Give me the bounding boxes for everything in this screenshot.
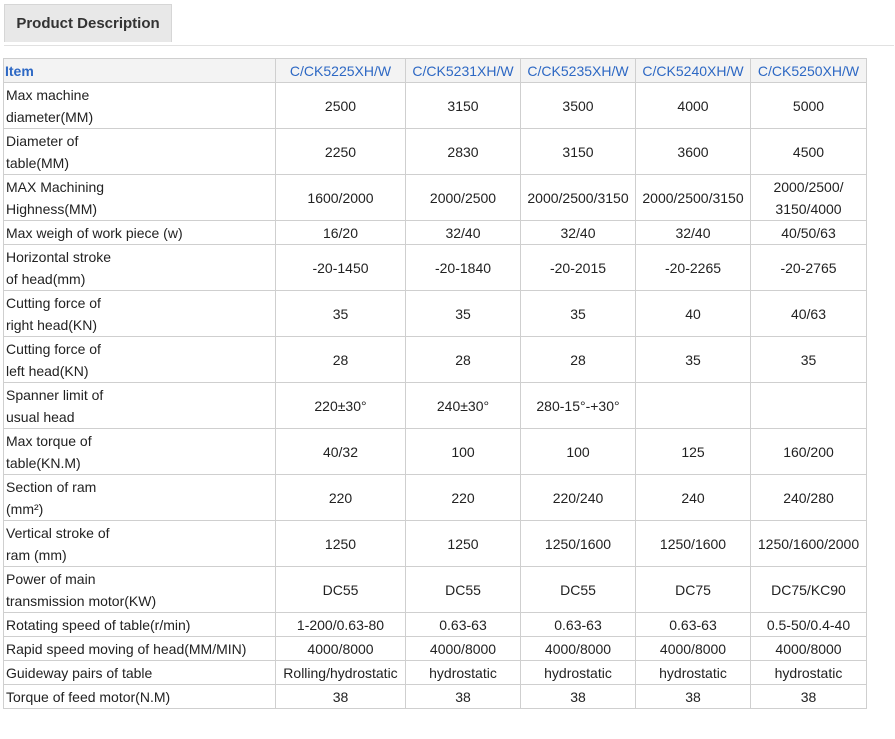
cell-value: -20-1840	[406, 245, 521, 291]
table-row	[4, 685, 867, 709]
cell-value: 3150	[406, 83, 521, 129]
cell-value: 220±30°	[276, 383, 406, 429]
row-label-line: table(MM)	[6, 154, 70, 171]
cell-value: 16/20	[276, 221, 406, 245]
cell-value: 28	[521, 337, 636, 383]
table-row	[4, 129, 867, 175]
table-row	[4, 661, 867, 685]
cell-value: 220	[406, 475, 521, 521]
row-label-line: Vertical stroke of	[6, 524, 110, 541]
column-header-model: C/CK5231XH/W	[406, 59, 521, 83]
row-label	[4, 567, 276, 613]
cell-value: 125	[636, 429, 751, 475]
cell-value: 4000	[636, 83, 751, 129]
cell-value: 1250/1600	[636, 521, 751, 567]
cell-value: 100	[521, 429, 636, 475]
column-header-model: C/CK5250XH/W	[751, 59, 867, 83]
cell-value: 240±30°	[406, 383, 521, 429]
cell-value: 2830	[406, 129, 521, 175]
table-row	[4, 637, 867, 661]
table-row	[4, 221, 867, 245]
row-label-line: Rapid speed moving of head(MM/MIN)	[6, 640, 247, 657]
tab-bar	[4, 4, 894, 46]
cell-value: 240	[636, 475, 751, 521]
cell-value: 220	[276, 475, 406, 521]
row-label-line: (mm²)	[6, 500, 44, 517]
table-row	[4, 567, 867, 613]
cell-value: 0.63-63	[521, 613, 636, 637]
cell-value: 1-200/0.63-80	[276, 613, 406, 637]
row-label-line: Cutting force of	[6, 294, 101, 311]
row-label	[4, 685, 276, 709]
cell-value: DC75	[636, 567, 751, 613]
row-label	[4, 429, 276, 475]
cell-value	[751, 383, 867, 429]
row-label-line: Max weigh of work piece (w)	[6, 224, 183, 241]
row-label-line: of head(mm)	[6, 270, 86, 287]
row-label-line: Max torque of	[6, 432, 92, 449]
row-label-line: Cutting force of	[6, 340, 101, 357]
row-label-line: MAX Machining	[6, 178, 105, 195]
cell-value: hydrostatic	[751, 661, 867, 685]
cell-value: 220/240	[521, 475, 636, 521]
row-label-line: left head(KN)	[6, 362, 89, 379]
cell-value: 4000/8000	[276, 637, 406, 661]
cell-value: 4000/8000	[751, 637, 867, 661]
row-label-line: ram (mm)	[6, 546, 67, 563]
cell-value: Rolling/hydrostatic	[276, 661, 406, 685]
cell-value: DC75/KC90	[751, 567, 867, 613]
cell-value: 40	[636, 291, 751, 337]
cell-value: 2250	[276, 129, 406, 175]
cell-value: 4500	[751, 129, 867, 175]
table-row	[4, 83, 867, 129]
cell-value: 1250/1600	[521, 521, 636, 567]
row-label	[4, 221, 276, 245]
cell-value: 2000/2500/3150	[636, 175, 751, 221]
cell-value: 35	[276, 291, 406, 337]
cell-value: 28	[406, 337, 521, 383]
cell-value: 32/40	[406, 221, 521, 245]
column-header-item: Item	[4, 59, 276, 83]
cell-value: 38	[406, 685, 521, 709]
cell-value: DC55	[406, 567, 521, 613]
cell-value: 1250	[276, 521, 406, 567]
cell-value: 100	[406, 429, 521, 475]
row-label-line: Section of ram	[6, 478, 97, 495]
column-header-model: C/CK5235XH/W	[521, 59, 636, 83]
row-label-line: table(KN.M)	[6, 454, 81, 471]
cell-value: 4000/8000	[406, 637, 521, 661]
table-row	[4, 337, 867, 383]
column-header-model: C/CK5225XH/W	[276, 59, 406, 83]
tab-product-description[interactable]: Product Description	[4, 4, 172, 42]
table-row	[4, 383, 867, 429]
row-label	[4, 83, 276, 129]
cell-value: 40/50/63	[751, 221, 867, 245]
table-row	[4, 521, 867, 567]
cell-value: 28	[276, 337, 406, 383]
table-body	[4, 83, 867, 709]
cell-value: 0.63-63	[636, 613, 751, 637]
row-label-line: Highness(MM)	[6, 200, 98, 217]
cell-value: 1250	[406, 521, 521, 567]
cell-value: DC55	[521, 567, 636, 613]
cell-value: 240/280	[751, 475, 867, 521]
table-row	[4, 175, 867, 221]
cell-value: 2000/2500/ 3150/4000	[751, 175, 867, 221]
cell-value: 0.5-50/0.4-40	[751, 613, 867, 637]
row-label	[4, 661, 276, 685]
table-row	[4, 245, 867, 291]
row-label-line: transmission motor(KW)	[6, 592, 157, 609]
cell-value: 35	[521, 291, 636, 337]
cell-value: 1600/2000	[276, 175, 406, 221]
cell-value: 3500	[521, 83, 636, 129]
cell-value: 32/40	[521, 221, 636, 245]
cell-value: 2500	[276, 83, 406, 129]
cell-value: -20-1450	[276, 245, 406, 291]
cell-value: 38	[751, 685, 867, 709]
cell-value: DC55	[276, 567, 406, 613]
cell-value: 40/32	[276, 429, 406, 475]
row-label-line: Guideway pairs of table	[6, 664, 153, 681]
cell-value: 35	[636, 337, 751, 383]
table-row	[4, 429, 867, 475]
cell-value: hydrostatic	[521, 661, 636, 685]
row-label-line: usual head	[6, 408, 75, 425]
cell-value: 32/40	[636, 221, 751, 245]
row-label-line: Max machine	[6, 86, 90, 103]
row-label	[4, 337, 276, 383]
cell-value: hydrostatic	[406, 661, 521, 685]
row-label-line: diameter(MM)	[6, 108, 94, 125]
table-header-row	[4, 59, 867, 83]
row-label-line: Power of main	[6, 570, 96, 587]
cell-value: 0.63-63	[406, 613, 521, 637]
cell-value	[636, 383, 751, 429]
cell-value: 280-15°-+30°	[521, 383, 636, 429]
row-label-line: Torque of feed motor(N.M)	[6, 688, 171, 705]
row-label-line: Horizontal stroke	[6, 248, 112, 265]
row-label-line: Diameter of	[6, 132, 79, 149]
cell-value: 2000/2500	[406, 175, 521, 221]
cell-value: 35	[751, 337, 867, 383]
cell-value: 3150	[521, 129, 636, 175]
cell-value: 40/63	[751, 291, 867, 337]
row-label	[4, 613, 276, 637]
cell-value: 1250/1600/2000	[751, 521, 867, 567]
cell-value: 35	[406, 291, 521, 337]
cell-value: 4000/8000	[521, 637, 636, 661]
row-label	[4, 129, 276, 175]
row-label	[4, 521, 276, 567]
spec-table	[3, 58, 867, 709]
cell-value: 5000	[751, 83, 867, 129]
row-label-line: Rotating speed of table(r/min)	[6, 616, 191, 633]
table-row	[4, 613, 867, 637]
table-row	[4, 475, 867, 521]
cell-value: -20-2265	[636, 245, 751, 291]
row-label	[4, 475, 276, 521]
row-label	[4, 175, 276, 221]
row-label	[4, 383, 276, 429]
table-row	[4, 291, 867, 337]
cell-value: 38	[636, 685, 751, 709]
cell-value: -20-2015	[521, 245, 636, 291]
cell-value: 2000/2500/3150	[521, 175, 636, 221]
cell-value: 4000/8000	[636, 637, 751, 661]
row-label	[4, 637, 276, 661]
cell-value: hydrostatic	[636, 661, 751, 685]
row-label-line: Spanner limit of	[6, 386, 104, 403]
cell-value: 3600	[636, 129, 751, 175]
row-label	[4, 245, 276, 291]
cell-value: 160/200	[751, 429, 867, 475]
row-label	[4, 291, 276, 337]
cell-value: 38	[521, 685, 636, 709]
row-label-line: right head(KN)	[6, 316, 98, 333]
cell-value: 38	[276, 685, 406, 709]
column-header-model: C/CK5240XH/W	[636, 59, 751, 83]
cell-value: -20-2765	[751, 245, 867, 291]
